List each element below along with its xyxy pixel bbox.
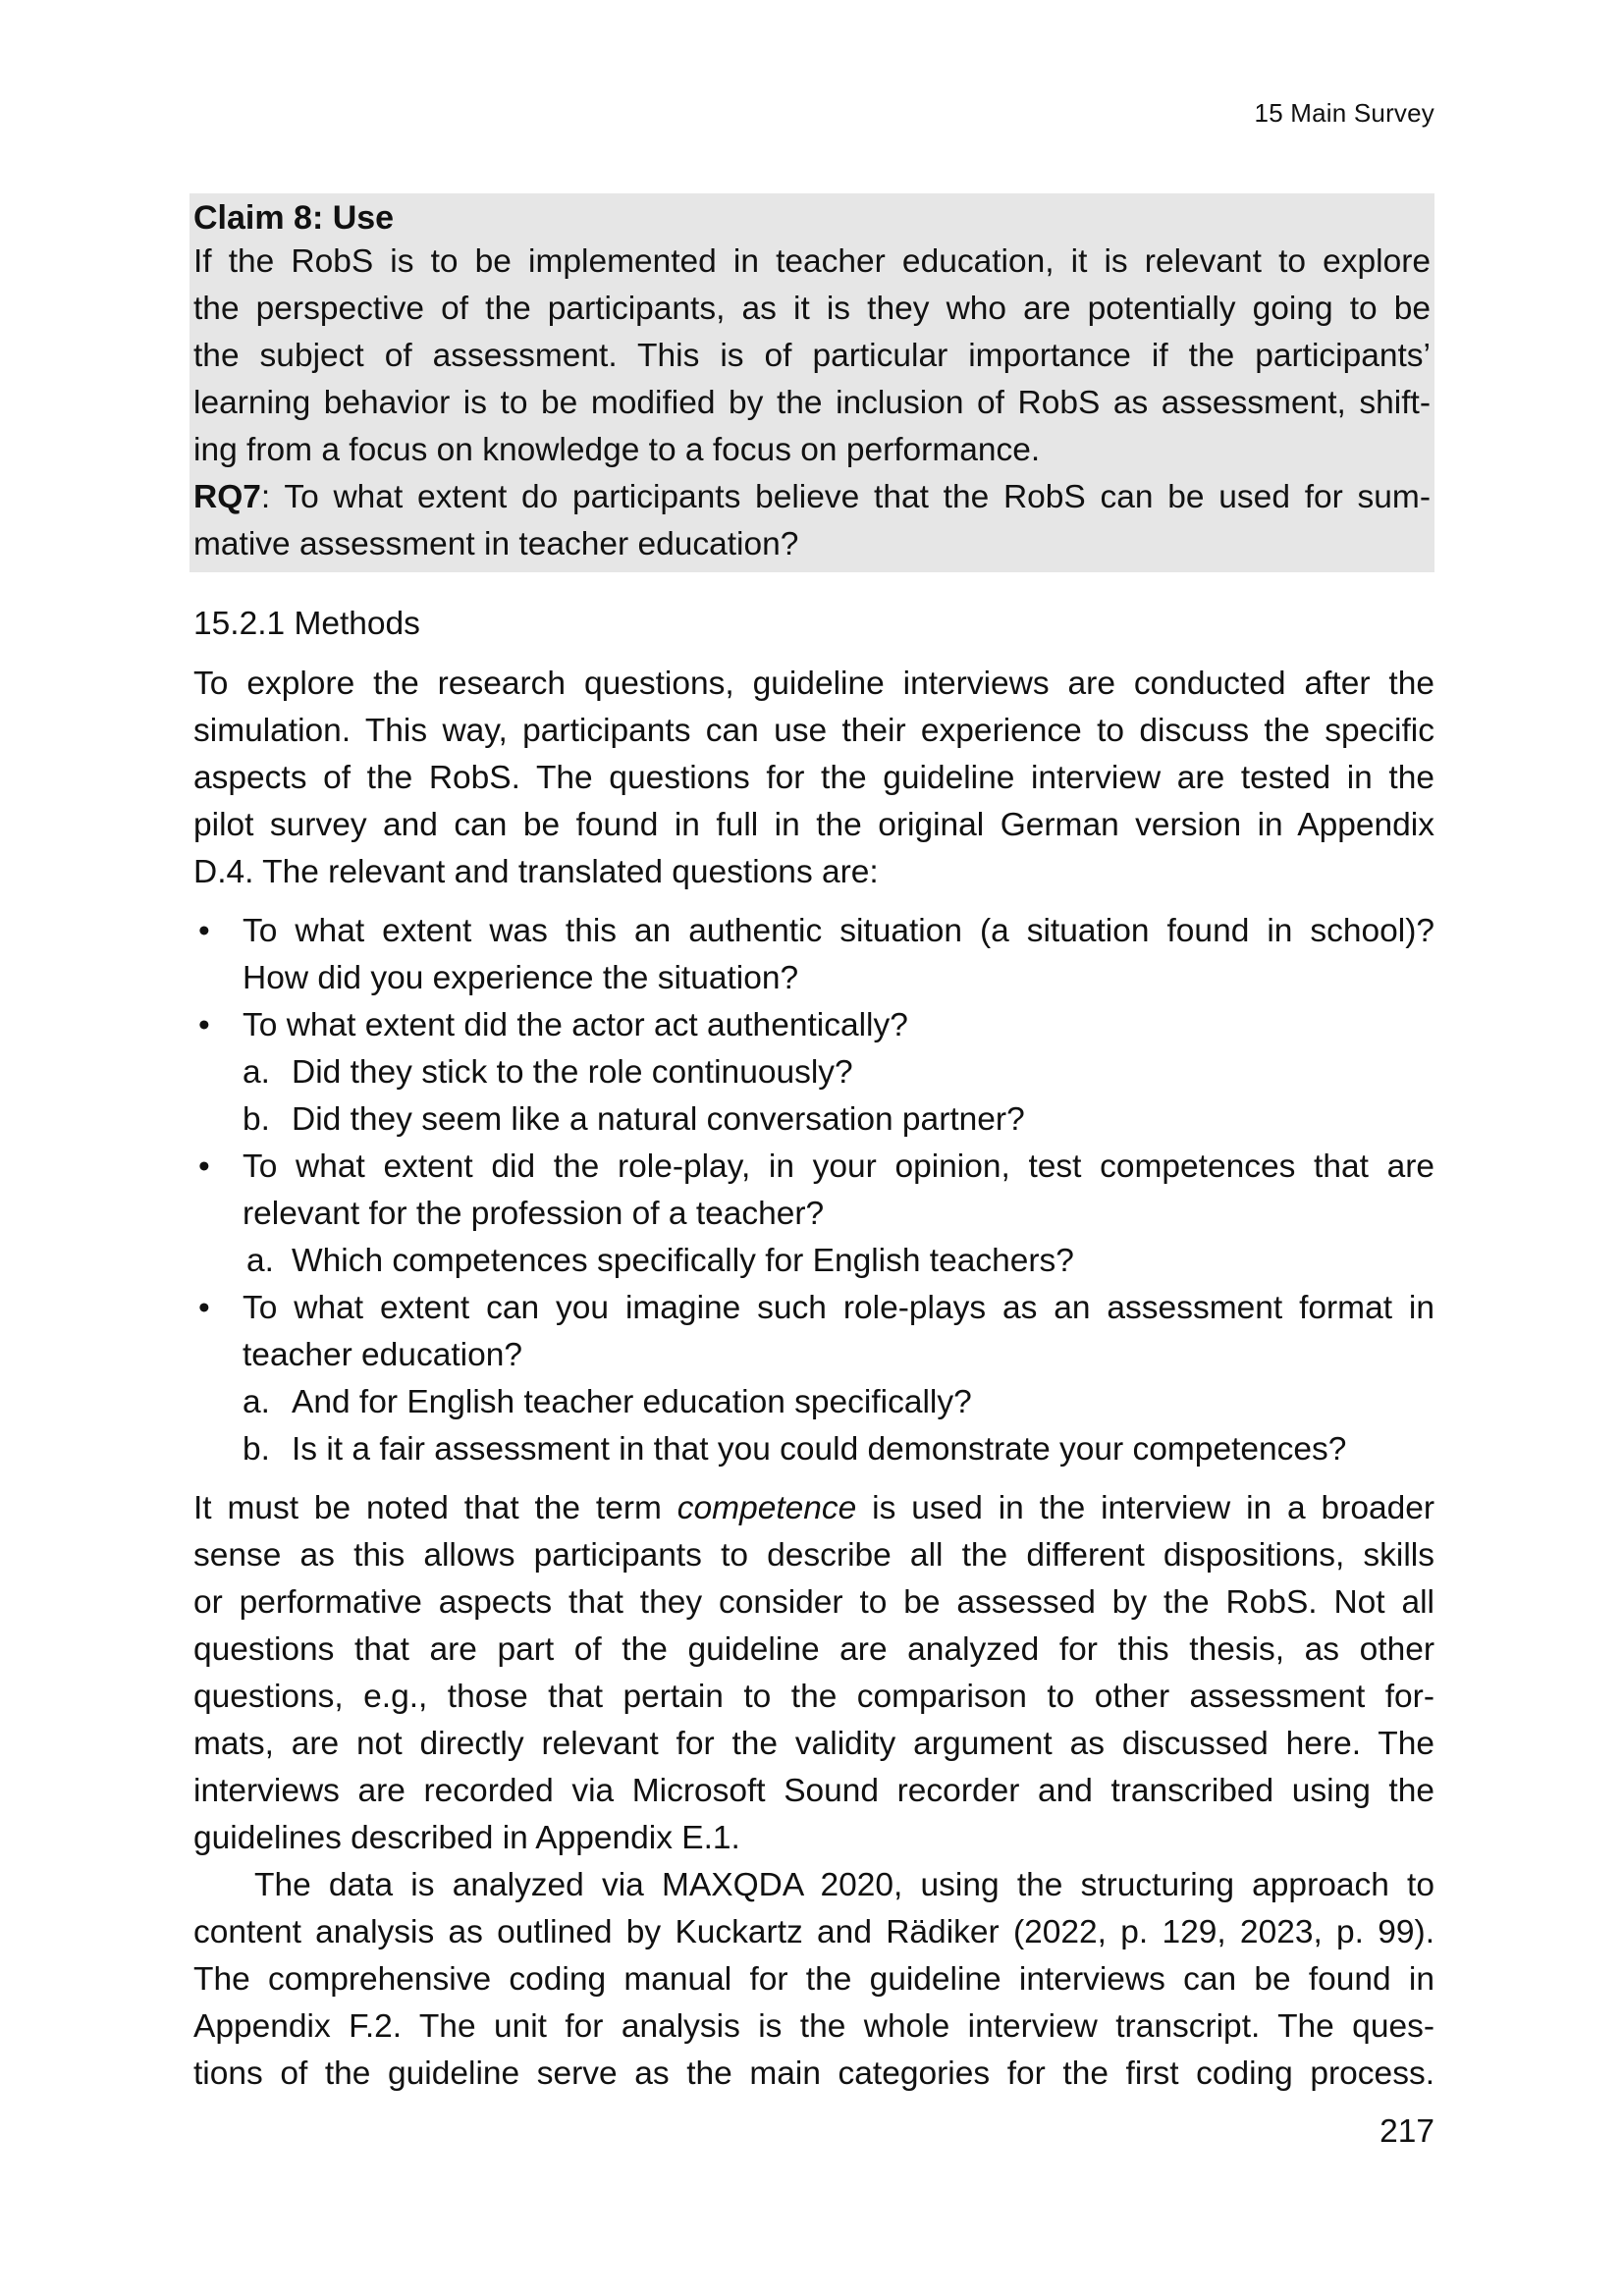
paragraph-line: The comprehensive coding manual for the guideline interviews can be found in [193,1961,1434,1998]
italic-term: competence [676,1490,857,1526]
claim-title: Claim 8: Use [193,199,395,237]
claim-text-line: ing from a focus on knowledge to a focus on performance. [193,432,1041,468]
bullet-icon: • [198,1007,210,1043]
claim-text-line: the perspective of the participants, as it is they who are potentially going to be [193,291,1431,327]
interview-questions-list [193,908,1434,1473]
sub-item-text: Did they seem like a natural conversation partner? [292,1101,1025,1138]
sub-item-text: Did they stick to the role continuously? [292,1054,853,1091]
list-item-text: To what extent did the actor act authentically? [243,1007,908,1043]
list-item-text: To what extent can you imagine such role-plays as an assessment format in [243,1290,1434,1326]
paragraph-line: or performative aspects that they consider to be assessed by the RobS. Not all [193,1584,1434,1621]
paragraph-line: aspects of the RobS. The questions for the guideline interview are tested in the [193,760,1434,796]
list-item [193,1002,1434,1049]
sub-list-item [193,1096,1434,1144]
research-question-line [193,474,1431,521]
research-question-line: mative assessment in teacher education? [193,526,799,562]
claim-box [189,193,1434,572]
paragraph-line: interviews are recorded via Microsoft Sound recorder and transcribed using the [193,1773,1434,1809]
sub-item-text: Which competences specifically for English teachers? [292,1243,1074,1279]
claim-text-line: learning behavior is to be modified by the inclusion of RobS as assessment, shift- [193,385,1431,421]
paragraph-line: pilot survey and can be found in full in the original German version in Appendix [193,807,1434,843]
sub-item-label: b. [243,1101,270,1138]
sub-item-label: a. [243,1384,270,1420]
sub-item-label: a. [246,1243,274,1279]
paragraph-methods-intro [193,661,1434,896]
list-item-text: How did you experience the situation? [243,960,799,996]
list-item [193,908,1434,955]
sub-item-text: Is it a fair assessment in that you could demonstrate your competences? [292,1431,1347,1468]
sub-item-label: b. [243,1431,270,1468]
list-item-text: teacher education? [243,1337,522,1373]
paragraph-line: mats, are not directly relevant for the validity argument as discussed here. The [193,1726,1434,1762]
rq-text: : To what extent do participants believe that the RobS can be used for sum- [260,479,1431,515]
bullet-icon: • [198,913,210,949]
paragraph-line: Appendix F.2. The unit for analysis is the whole interview transcript. The ques- [193,2008,1434,2045]
paragraph-line: questions, e.g., those that pertain to the comparison to other assessment for- [193,1679,1434,1715]
list-item [193,1285,1434,1332]
sub-list-item [193,1238,1434,1285]
rq-label: RQ7 [193,479,261,515]
paragraph-line [193,1485,1434,1532]
paragraph-competence-note [193,1485,1434,1862]
list-item-text: To what extent did the role-play, in your opinion, test competences that are [243,1148,1434,1185]
list-item-text: To what extent was this an authentic situation (a situation found in school)? [243,913,1434,949]
bullet-icon: • [198,1148,210,1185]
sub-list-item [193,1049,1434,1096]
page-number: 217 [1380,2113,1434,2150]
sub-item-text: And for English teacher education specifically? [292,1384,972,1420]
list-item [193,1144,1434,1191]
claim-text-line: the subject of assessment. This is of particular importance if the participants’ [193,338,1431,374]
running-head: 15 Main Survey [1254,98,1434,128]
list-item-continuation [193,1191,1434,1238]
paragraph-line: content analysis as outlined by Kuckartz and Rädiker (2022, p. 129, 2023, p. 99). [193,1914,1434,1950]
list-item-continuation [193,955,1434,1002]
list-item-text: relevant for the profession of a teacher? [243,1196,825,1232]
bullet-icon: • [198,1290,210,1326]
text-span: is used in the interview in a broader [856,1490,1435,1526]
text-span: It must be noted that the term [193,1490,677,1526]
paragraph-line: sense as this allows participants to describe all the different dispositions, skills [193,1537,1434,1574]
paragraph-line: The data is analyzed via MAXQDA 2020, using the structuring approach to [254,1867,1434,1903]
paragraph-line: questions that are part of the guideline are analyzed for this thesis, as other [193,1631,1434,1668]
sub-list-item [193,1379,1434,1426]
paragraph-line: guidelines described in Appendix E.1. [193,1820,740,1856]
list-item-continuation [193,1332,1434,1379]
section-heading: 15.2.1 Methods [193,606,420,642]
paragraph-line: tions of the guideline serve as the main categories for the first coding process. [193,2056,1434,2092]
claim-text-line: If the RobS is to be implemented in teacher education, it is relevant to explore [193,243,1431,280]
paragraph-line: To explore the research questions, guideline interviews are conducted after the [193,666,1434,702]
paragraph-line: simulation. This way, participants can use their experience to discuss the specific [193,713,1434,749]
sub-item-label: a. [243,1054,270,1091]
sub-list-item [193,1426,1434,1473]
paragraph-data-analysis [193,1862,1434,2098]
paragraph-line: D.4. The relevant and translated questions are: [193,854,879,890]
